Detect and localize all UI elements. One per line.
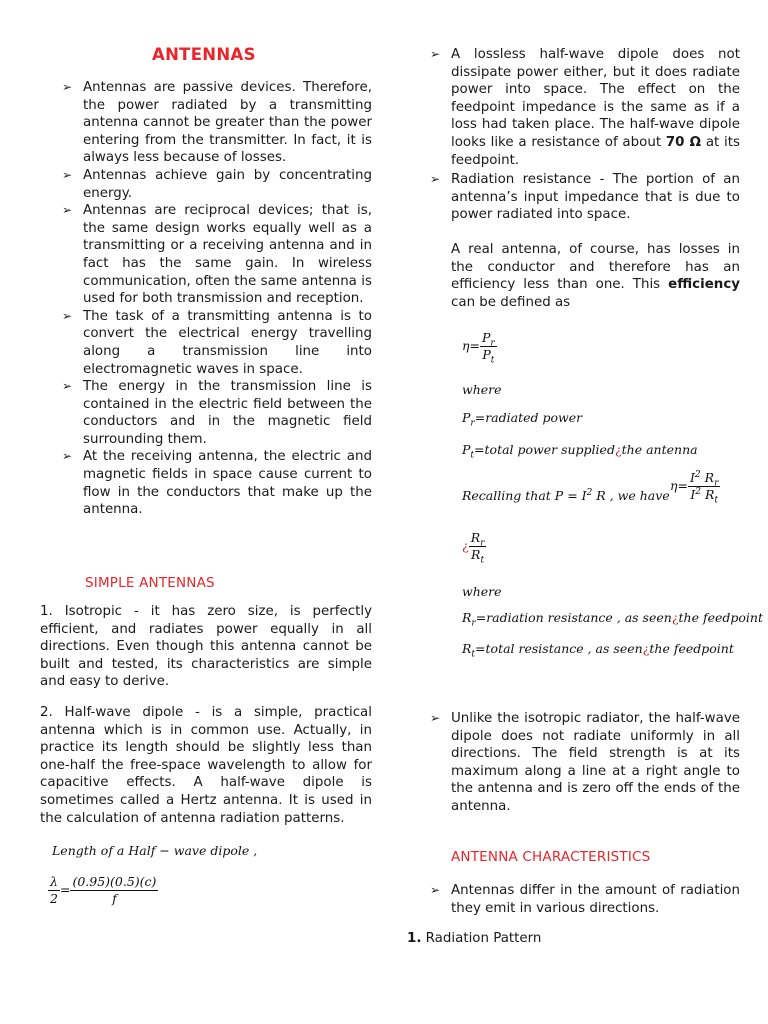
list-item: ➢ Antennas differ in the amount of radiation they emit in various directions. xyxy=(430,883,740,916)
arrow-bullet-icon: ➢ xyxy=(62,203,73,218)
arrow-bullet-icon: ➢ xyxy=(430,172,441,186)
resistance-ratio-formula: η= $\frac{I^2 R_r}{I^2 R_t}$ xyxy=(670,469,719,506)
list-item: ➢ The task of a transmitting antenna is to convert the electrical energy travelling along a transmission line into electromagnetic waves in space. xyxy=(62,308,372,377)
rt-definition: $R_t=total$ resistance , as seen¿the feedpoint xyxy=(462,641,734,660)
list-item: ➢ The energy in the transmission line is contained in the electric field between the conductors and in the magnetic field surrounding them. xyxy=(62,379,372,447)
pt-definition: $P_t=total$ power supplied¿the antenna xyxy=(462,442,698,461)
simple-antennas-heading: SIMPLE ANTENNAS xyxy=(85,575,215,591)
page-title: ANTENNAS xyxy=(152,45,256,64)
rr-definition: $R_r=radiation$ resistance , as seen¿the feedpoint xyxy=(462,610,763,629)
half-wave-formula: $\frac{\lambda}{2}$ = $\frac{(0.95)(0.5)(c)}{f}$ xyxy=(50,874,157,906)
where-label-2: where xyxy=(462,584,502,599)
arrow-bullet-icon: ➢ xyxy=(430,47,441,61)
efficiency-paragraph: A real antenna, of course, has losses in the conductor and therefore has an efficiency less than one. This efficiency can be defined as xyxy=(451,242,740,310)
formula-numerator: (0.95)(0.5)(c) xyxy=(72,874,157,889)
arrow-bullet-icon: ➢ xyxy=(430,883,441,897)
formula-lambda: λ xyxy=(48,874,60,891)
left-bullet-list xyxy=(40,79,372,519)
arrow-bullet-icon: ➢ xyxy=(62,80,73,94)
radiation-pattern-item: 1. Radiation Pattern xyxy=(407,931,542,946)
length-label: Length of a Half − wave dipole , xyxy=(52,843,258,858)
arrow-bullet-icon: ➢ xyxy=(62,449,73,464)
formula-f: f xyxy=(112,891,117,906)
half-wave-paragraph: 2. Half-wave dipole - is a simple, practical antenna which is in common use. Actually, in practice its length should be slightly less than one-half the free-space wavelength to allow for capacitive effects. A half-wave dipole is sometimes called a Hertz antenna. It is used in the calculation of antenna radiation patterns. xyxy=(40,705,372,826)
list-item: ➢ Radiation resistance - The portion of an antenna’s input impedance that is due to power radiated into space. xyxy=(430,172,740,223)
arrow-bullet-icon: ➢ xyxy=(62,379,73,394)
antenna-characteristics-heading: ANTENNA CHARACTERISTICS xyxy=(451,849,651,865)
list-item: ➢ Antennas achieve gain by concentrating energy. xyxy=(62,167,372,201)
list-item: ➢ At the receiving antenna, the electric and magnetic fields in space cause current to flow in the conductors that make up the antenna. xyxy=(62,449,372,518)
arrow-bullet-icon: ➢ xyxy=(62,308,73,323)
list-item: ➢ Antennas are reciprocal devices; that is, the same design works equally well as a transmitting or a receiving antenna and in fact has the same gain. In wireless communication, often the same antenna is used for both transmission and reception. xyxy=(62,203,372,307)
formula-two: 2 xyxy=(50,891,58,906)
recalling-text: Recalling that $P = I^2$ R , we have xyxy=(462,487,670,503)
isotropic-paragraph: 1. Isotropic - it has zero size, is perfectly efficient, and radiates power equally in all directions. Even though this antenna cannot be built and tested, its characteristics are simple and easy to derive. xyxy=(40,604,372,690)
arrow-bullet-icon: ➢ xyxy=(62,167,73,182)
pr-definition: $P_r=radiated$ power xyxy=(462,410,583,429)
efficiency-formula: η= $\frac{P_r}{P_t}$ xyxy=(462,330,495,366)
where-label: where xyxy=(462,382,502,397)
list-item: ➢ Unlike the isotropic radiator, the half-wave dipole does not radiate uniformly in all directions. The field strength is at its maximum along a line at a right angle to the antenna and is zero off the ends of the antenna. xyxy=(430,711,740,814)
list-item: ➢ Antennas are passive devices. Therefore, the power radiated by a transmitting antenna cannot be greater than the power entering from the transmitter. In fact, it is always less because of losses. xyxy=(62,80,372,166)
arrow-bullet-icon: ➢ xyxy=(430,711,441,725)
ratio-rr-rt: ¿ $\frac{R_r}{R_t}$ xyxy=(462,530,485,566)
list-item: ➢ A lossless half-wave dipole does not dissipate power either, but it does radiate power into space. The effect on the feedpoint impedance is the same as if a loss had taken place. The half-wave dipole looks like a resistance of about 70 Ω at its feedpoint. xyxy=(430,47,740,168)
